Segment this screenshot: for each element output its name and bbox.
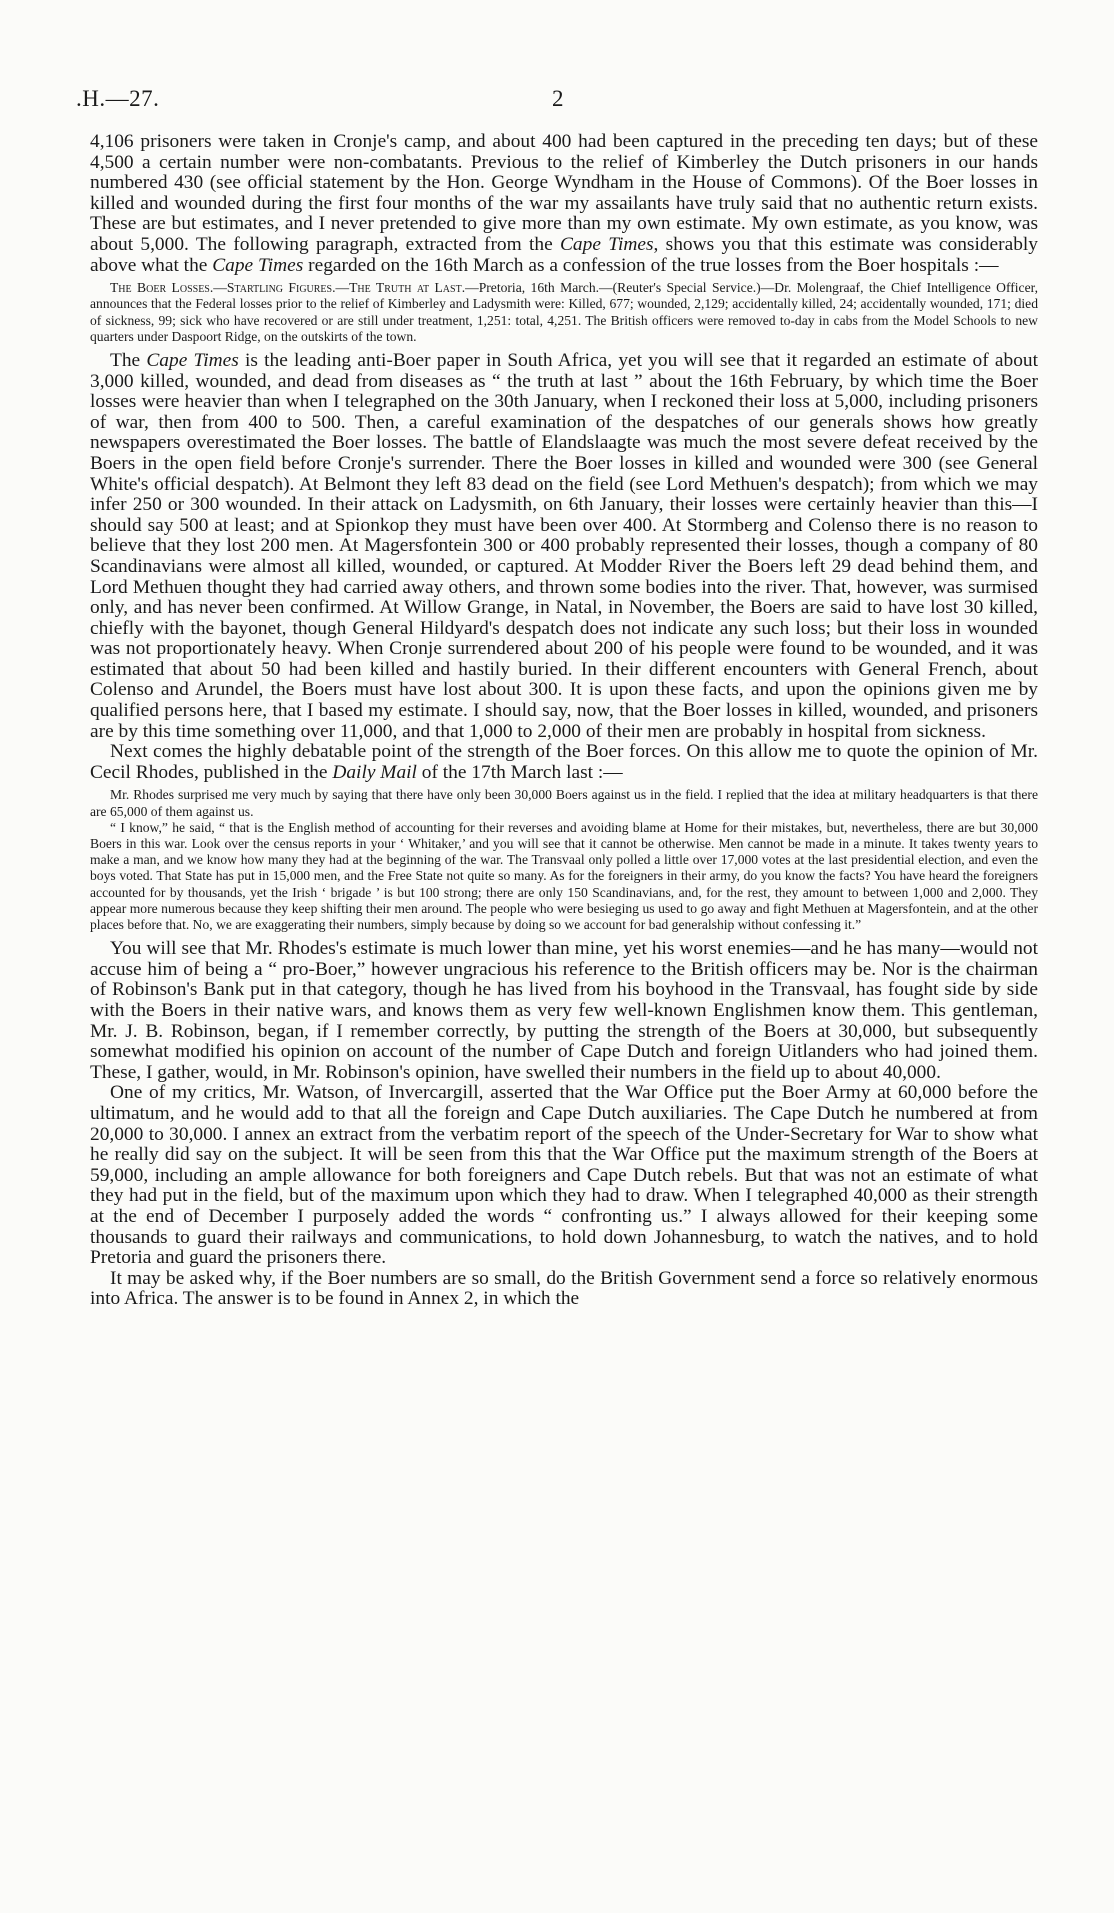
- page-header: [76, 86, 1038, 120]
- paragraph-annex: It may be asked why, if the Boer numbers are so small, do the British Government send a force so relatively enormous into Africa. The answer is to be found in Annex 2, in which the: [90, 1267, 1038, 1310]
- paragraph-prisoners: 4,106 prisoners were taken in Cronje's camp, and about 400 had been captured in the preceding ten days; but of these 4,500 a certain number were non-combatants. Previous to the relief of Kimberley the Dutch prisoners in our hands numbered 430 (see official statement by the Hon. George Wyndham in the House of Commons). Of the Boer losses in killed and wounded during the first four months of the war my assailants have truly said that no authentic return exists. These are but estimates, and I never pretended to give more than my own estimate. My own estimate, as you know, was about 5,000. The following paragraph, extracted from the Cape Times, shows you that this estimate was considerably above what the Cape Times regarded on the 16th March as a confession of the true losses from the Boer hospitals :—: [90, 131, 1038, 276]
- page-number: 2: [552, 86, 564, 111]
- quotation-paragraph: Mr. Rhodes surprised me very much by saying that there have only been 30,000 Boers against us in the field. I replied that the idea at military headquarters is that there are 65,000 of them against us.: [90, 787, 1038, 819]
- document-reference: .H.—27.: [76, 86, 160, 111]
- paragraph-rhodes-estimate: You will see that Mr. Rhodes's estimate is much lower than mine, yet his worst enemies—and he has many—would not accuse him of being a “ pro-Boer,” however ungracious his reference to the British officers may be. Nor is the chairman of Robinson's Bank put in that category, though he has lived from his boyhood in the Transvaal, has fought side by side with the Boers in their native wars, and knows them as very few well-known Englishmen know them. This gentleman, Mr. J. B. Robinson, began, if I remember correctly, by putting the strength of the Boers at 30,000, but subsequently somewhat modified his opinion on account of the number of Cape Dutch and foreign Uitlanders who had joined them. These, I gather, would, in Mr. Robinson's opinion, have swelled their numbers in the field up to about 40,000.: [90, 938, 1038, 1083]
- quotation-rhodes: [90, 787, 1038, 933]
- paragraph-cape-times: The Cape Times is the leading anti-Boer paper in South Africa, yet you will see that it regarded an estimate of about 3,000 killed, wounded, and dead from diseases as “ the truth at last ” about the 16th February, by which time the Boer losses were heavier than when I telegraphed on the 30th January, when I reckoned their loss at 5,000, including prisoners of war, then from 400 to 500. Then, a careful examination of the despatches of our generals shows how greatly newspapers overestimated the Boer losses. The battle of Elandslaagte was much the most severe defeat received by the Boers in the open field before Cronje's surrender. There the Boer losses in killed and wounded were 300 (see General White's official despatch). At Belmont they left 83 dead on the field (see Lord Methuen's despatch); from which we may infer 250 or 300 wounded. In their attack on Ladysmith, on 6th January, their losses were certainly heavier than this—I should say 500 at least; and at Spionkop they must have been over 400. At Stormberg and Colenso there is no reason to believe that they lost 200 men. At Magersfontein 300 or 400 probably represented their losses, though a company of 80 Scandinavians were almost all killed, wounded, or captured. At Modder River the Boers left 29 dead behind them, and Lord Methuen thought they had carried away others, and thrown some bodies into the river. That, however, was surmised only, and has never been confirmed. At Willow Grange, in Natal, in November, the Boers are said to have lost 30 killed, chiefly with the bayonet, though General Hildyard's despatch does not indicate any such loss; but their loss in wounded was not proportionately heavy. When Cronje surrendered about 200 of his people were found to be wounded, and it was estimated that about 50 had been killed and hastily buried. In their different encounters with General French, about Colenso and Arundel, the Boers must have lost about 300. It is upon these facts, and upon the opinions given me by qualified persons here, that I based my estimate. I should say, now, that the Boer losses in killed, wounded, and prisoners are by this time something over 11,000, and that 1,000 to 2,000 of their men are probably in hospital from sickness.: [90, 349, 1038, 742]
- quotation-boer-losses: The Boer Losses.—Startling Figures.—The Truth at Last.—Pretoria, 16th March.—(Reuter's Special Service.)—Dr. Molengraaf, the Chief Intelligence Officer, announces that the Federal losses prior to the relief of Kimberley and Ladysmith were: Killed, 677; wounded, 2,129; accidentally killed, 24; accidentally wounded, 171; died of sickness, 99; sick who have recovered or are still under treatment, 1,251: total, 4,251. The British officers were removed to-day in cabs from the Model Schools to new quarters under Daspoort Ridge, on the outskirts of the town.: [90, 280, 1038, 344]
- paragraph-boer-forces: Next comes the highly debatable point of the strength of the Boer forces. On this allow me to quote the opinion of Mr. Cecil Rhodes, published in the Daily Mail of the 17th March last :—: [90, 741, 1038, 783]
- quotation-paragraph: “ I know,” he said, “ that is the English method of accounting for their reverses and avoiding blame at Home for their mistakes, but, nevertheless, there are but 30,000 Boers in this war. Look over the census reports in your ‘ Whitaker,’ and you will see that it cannot be otherwise. Men cannot be made in a minute. It takes twenty years to make a man, and we know how many they had at the beginning of the war. The Transvaal only polled a little over 17,000 votes at the last presidential election, and even the boys voted. That State has put in 15,000 men, and the Free State not quite so many. As for the foreigners in their army, do you know the facts? You have heard the foreigners accounted for by thousands, yet the Irish ‘ brigade ’ is but 100 strong; there are only 150 Scandinavians, and, for the rest, they amount to between 1,000 and 2,000. They appear more numerous because they keep shifting their men around. The people who were besieging us used to go away and fight Methuen at Magersfontein, and at the other places before that. No, we are exaggerating their numbers, simply because by doing so we account for bad generalship without confessing it.”: [90, 819, 1038, 933]
- page-body: [90, 132, 1038, 1310]
- paragraph-watson: One of my critics, Mr. Watson, of Invercargill, asserted that the War Office put the Boer Army at 60,000 before the ultimatum, and he would add to that all the foreign and Cape Dutch auxiliaries. The Cape Dutch he numbered at from 20,000 to 30,000. I annex an extract from the verbatim report of the speech of the Under-Secretary for War to show what he really did say on the subject. It will be seen from this that the War Office put the maximum strength of the Boers at 59,000, including an ample allowance for both foreigners and Cape Dutch rebels. But that was not an estimate of what they had put in the field, but of the maximum upon which they had to draw. When I telegraphed 40,000 as their strength at the end of December I purposely added the words “ confronting us.” I always allowed for their keeping some thousands to guard their railways and communications, to hold down Johannesburg, to watch the natives, and to hold Pretoria and guard the prisoners there.: [90, 1082, 1038, 1269]
